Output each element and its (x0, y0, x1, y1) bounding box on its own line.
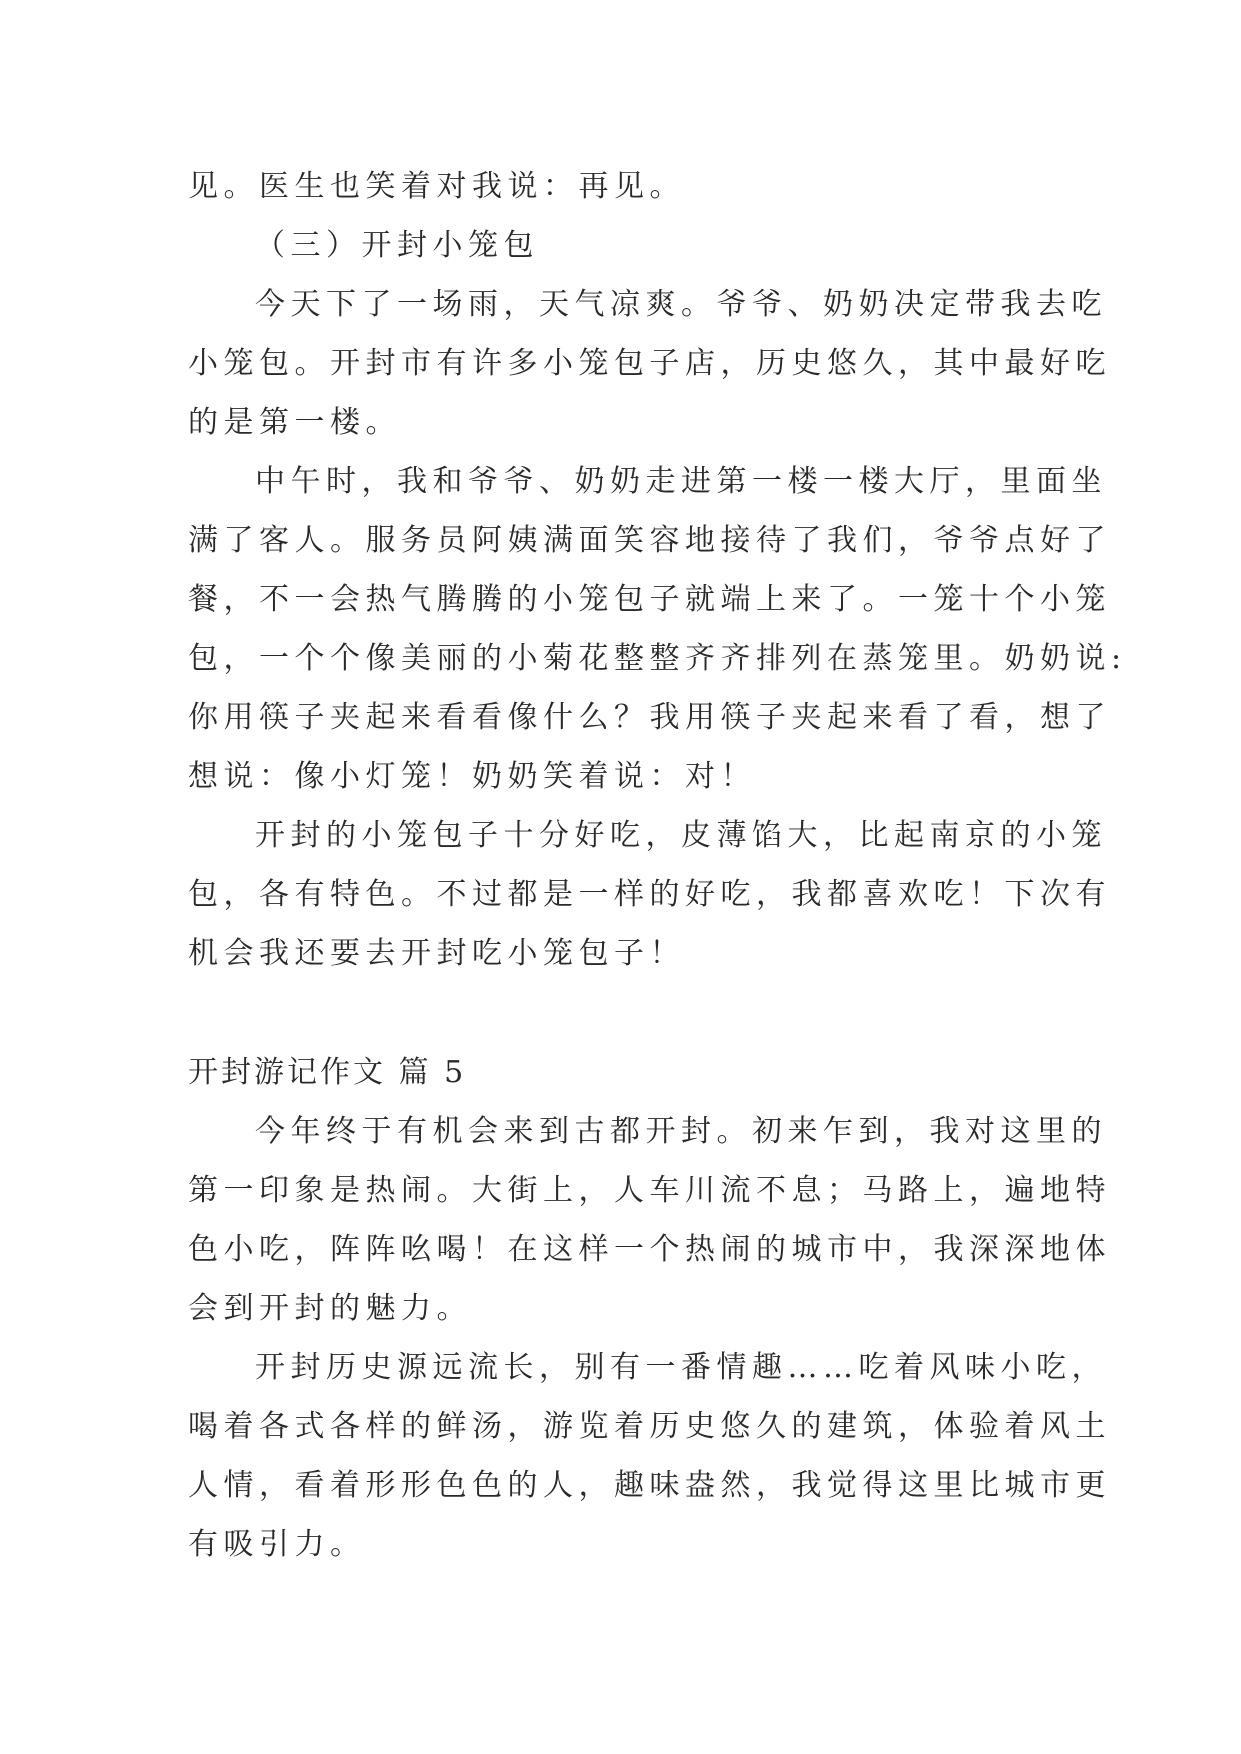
text-line: 小笼包。开封市有许多小笼包子店，历史悠久，其中最好吃 (188, 346, 1111, 381)
text-line: 今年终于有机会来到古都开封。初来乍到，我对这里的 (255, 1114, 1107, 1149)
text-line: 中午时，我和爷爷、奶奶走进第一楼一楼大厅，里面坐 (255, 464, 1107, 499)
text-line: 人情，看着形形色色的人，趣味盎然，我觉得这里比城市更 (188, 1468, 1111, 1503)
document-body (188, 157, 1127, 1574)
paragraph-1 (188, 275, 1111, 452)
text-line: 喝着各式各样的鲜汤，游览着历史悠久的建筑，体验着风土 (188, 1409, 1111, 1444)
paragraph-4 (188, 1102, 1111, 1338)
text-line: 色小吃，阵阵吆喝！在这样一个热闹的城市中，我深深地体 (188, 1232, 1111, 1267)
text-line: 开封历史源远流长，别有一番情趣……吃着风味小吃， (255, 1350, 1107, 1385)
paragraph-3 (188, 806, 1111, 983)
paragraph-2 (188, 452, 1127, 806)
text-line: 今天下了一场雨，天气凉爽。爷爷、奶奶决定带我去吃 (255, 287, 1107, 322)
text-line: 见。医生也笑着对我说：再见。 (188, 169, 685, 204)
text-line: 会到开封的魅力。 (188, 1291, 472, 1326)
paragraph-5 (188, 1338, 1111, 1574)
text-line: 你用筷子夹起来看看像什么？我用筷子夹起来看了看，想了 (188, 700, 1111, 735)
text-line: 的是第一楼。 (188, 405, 401, 440)
text-line: 餐，不一会热气腾腾的小笼包子就端上来了。一笼十个小笼 (188, 582, 1111, 617)
text-line: 第一印象是热闹。大街上，人车川流不息；马路上，遍地特 (188, 1173, 1111, 1208)
text-line: 想说：像小灯笼！奶奶笑着说：对！ (188, 759, 756, 794)
text-line: 满了客人。服务员阿姨满面笑容地接待了我们，爷爷点好了 (188, 523, 1111, 558)
text-line: 开封的小笼包子十分好吃，皮薄馅大，比起南京的小笼 (255, 818, 1107, 853)
text-line: 机会我还要去开封吃小笼包子！ (188, 936, 685, 971)
text-line: 有吸引力。 (188, 1527, 366, 1562)
sub-heading: （三）开封小笼包 (255, 228, 539, 263)
text-line: 包，一个个像美丽的小菊花整整齐齐排列在蒸笼里。奶奶说: (188, 641, 1127, 676)
text-line: 包，各有特色。不过都是一样的好吃，我都喜欢吃！下次有 (188, 877, 1111, 912)
section-spacer (188, 983, 1058, 1043)
section-title: 开封游记作文 篇 5 (188, 1055, 467, 1090)
